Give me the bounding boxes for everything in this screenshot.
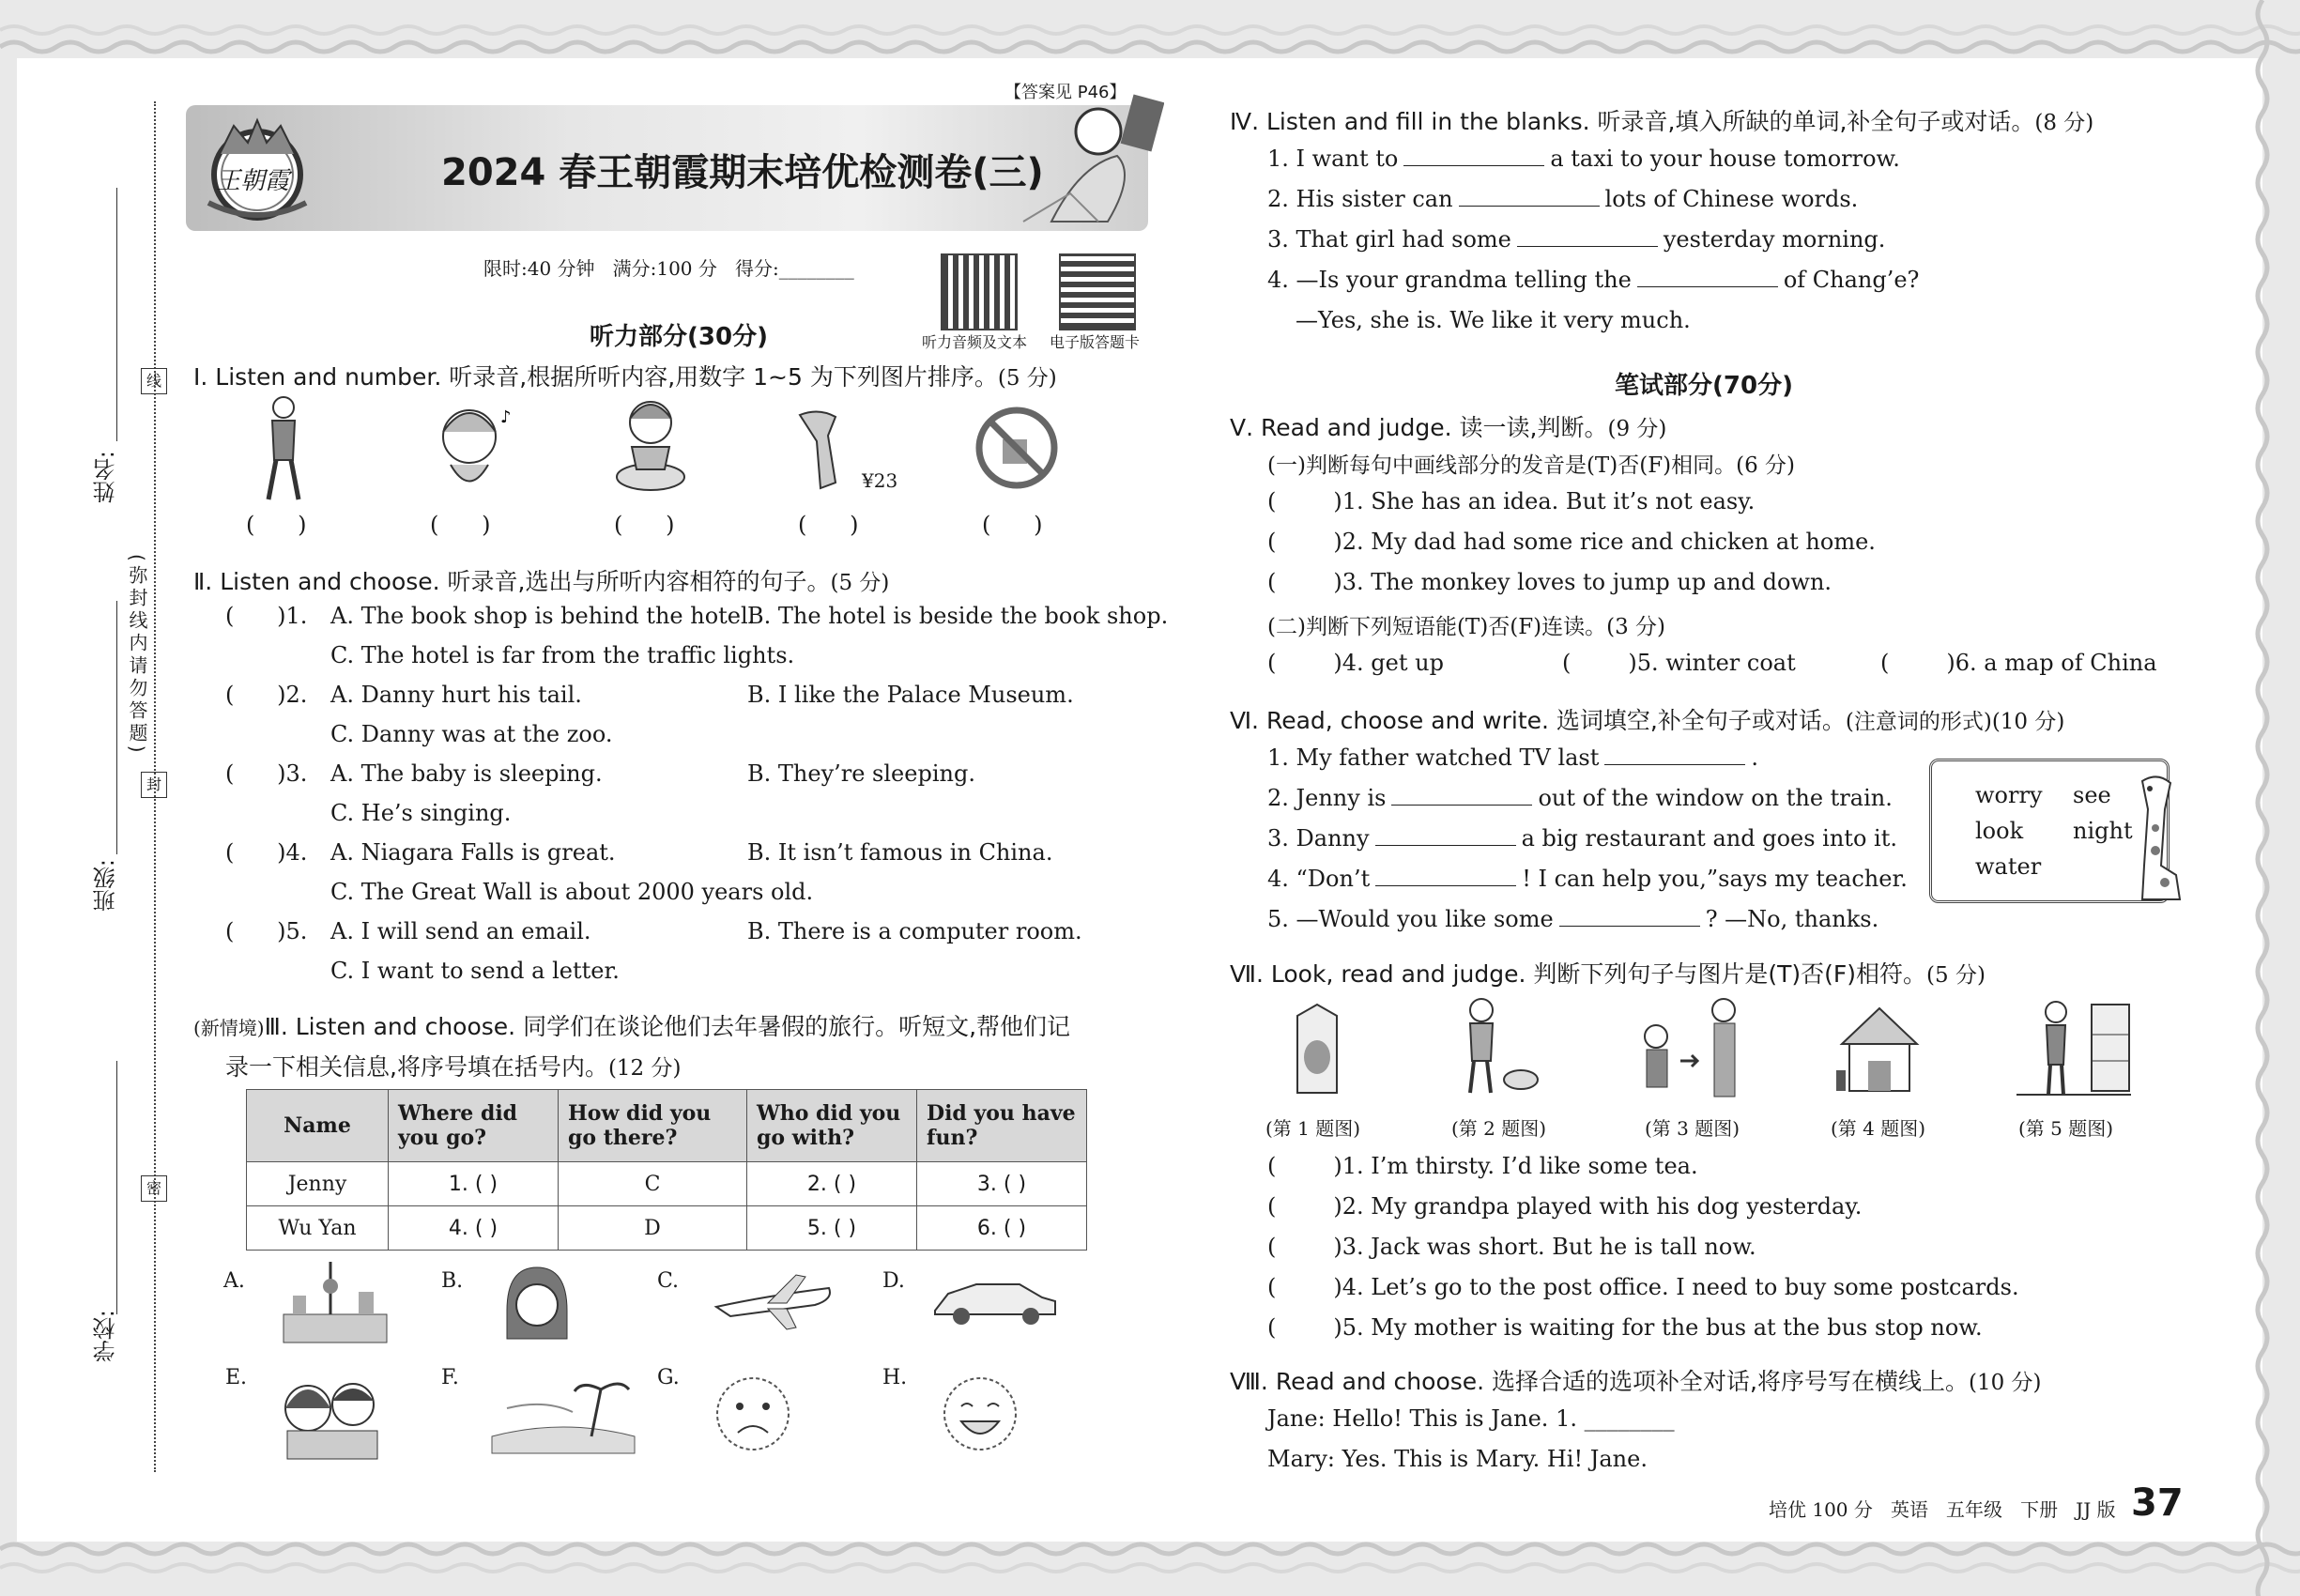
s7-caption-5: (第 5 题图) (2018, 1117, 2114, 1140)
word-bank-word: see (2073, 782, 2111, 808)
answer-reference: 【答案见 P46】 (1004, 83, 1127, 102)
section-5-item-3[interactable]: ( )3. The monkey loves to jump up and down. (1267, 569, 1832, 595)
s7-judge-item[interactable]: ( )1. I’m thirsty. I’d like some tea. (1267, 1153, 1698, 1179)
s2-item-number[interactable]: ( )1. (225, 603, 308, 629)
picture-friends (274, 1376, 387, 1461)
section-3-title-line2: 录一下相关信息,将序号填在括号内。(12 分) (225, 1053, 682, 1081)
s7-caption-1: (第 1 题图) (1265, 1117, 1361, 1140)
sad-face-icon (712, 1373, 794, 1455)
seal-box-seal: 封 (141, 772, 167, 798)
section-4-title: Ⅳ. Listen and fill in the blanks. 听录音,填入所缺的单词,补全句子或对话。(8 分) (1230, 108, 2094, 135)
mascot-illustration (995, 90, 1164, 231)
s7-caption-2: (第 2 题图) (1451, 1117, 1547, 1140)
option-label-b: B. (441, 1269, 464, 1293)
s4-fill-item (1267, 185, 1858, 212)
picture-bus-stop (2013, 999, 2135, 1098)
exam-meta: 限时:40 分钟 满分:100 分 得分:________ (483, 257, 854, 280)
s6-fill-item (1267, 865, 1908, 892)
section-1-title: Ⅰ. Listen and number. 听录音,根据所听内容,用数字 1~5 为下列图片排序。(5 分) (193, 363, 1057, 391)
s6-fill-item (1267, 824, 1897, 852)
s6-text-before: 3. Danny (1267, 825, 1370, 852)
class-underline (116, 601, 117, 854)
s6-text-before: 4. “Don’t (1267, 866, 1371, 892)
table-header-where: Where did you go? (389, 1090, 559, 1162)
section-2-title: Ⅱ. Listen and choose. 听录音,选出与所听内容相符的句子。(5 分) (193, 568, 890, 595)
s6-text-after: . (1751, 744, 1759, 771)
s4-text-before: 2. His sister can (1267, 186, 1453, 212)
s4-text-after: lots of Chinese words. (1604, 186, 1859, 212)
s2-option-b: B. They’re sleeping. (747, 760, 975, 787)
section-3-title: (新情境)Ⅲ. Listen and choose. 同学们在谈论他们去年暑假的旅行。听短文,帮他们记 (193, 1013, 1071, 1040)
word-bank-word: worry (1975, 782, 2043, 808)
writing-section-title: 笔试部分(70分) (1615, 372, 1793, 400)
s6-text-before: 2. Jenny is (1267, 785, 1387, 811)
s4-text-after: yesterday morning. (1663, 226, 1886, 253)
table-cell-answer[interactable]: 5. ( ) (747, 1206, 917, 1251)
picture-post-office (1832, 1001, 1926, 1098)
giraffe-illustration (2124, 772, 2193, 903)
qr1-caption: 听力音频及文本 (922, 333, 1028, 351)
section-5-sub1: (一)判断每句中画线部分的发音是(T)否(F)相同。(6 分) (1267, 453, 1796, 478)
s2-item-number[interactable]: ( )5. (225, 918, 308, 944)
s6-text-before: 5. —Would you like some (1267, 906, 1554, 932)
table-row (247, 1206, 1087, 1251)
s6-blank-input[interactable] (1375, 824, 1516, 846)
table-cell-answer[interactable]: 6. ( ) (917, 1206, 1087, 1251)
s2-item-number[interactable]: ( )2. (225, 682, 308, 708)
picture-no-drinking-sign (974, 406, 1059, 490)
s4-blank-input[interactable] (1517, 225, 1658, 247)
picture-grandpa-dog (1453, 995, 1547, 1098)
s7-caption-4: (第 4 题图) (1831, 1117, 1926, 1140)
s6-blank-input[interactable] (1391, 784, 1532, 806)
table-cell: C (559, 1162, 747, 1206)
s4-fill-item (1267, 266, 1919, 293)
table-cell-answer[interactable]: 3. ( ) (917, 1162, 1087, 1206)
section-5-title: Ⅴ. Read and judge. 读一读,判断。(9 分) (1230, 414, 1667, 441)
option-label-a: A. (223, 1269, 245, 1293)
page-title: 2024 春王朝霞期末培优检测卷(三) (441, 151, 1044, 194)
option-label-f: F. (441, 1366, 459, 1389)
scarf-price: ¥23 (862, 469, 898, 492)
s2-option-a: A. Niagara Falls is great. (330, 839, 616, 866)
s2-option-a: A. The book shop is behind the hotel. (330, 603, 756, 629)
s2-option-a: A. The baby is sleeping. (330, 760, 603, 787)
s2-option-b: B. It isn’t famous in China. (747, 839, 1053, 866)
logo-text: 王朝霞 (216, 167, 290, 195)
s6-blank-input[interactable] (1559, 905, 1700, 927)
picture-jack-growing (1635, 995, 1748, 1100)
class-label: 班级: (93, 859, 119, 913)
s4-text-after: of Chang’e? (1783, 267, 1920, 293)
section-4-reply: —Yes, she is. We like it very much. (1296, 307, 1691, 333)
s4-text-after: a taxi to your house tomorrow. (1550, 146, 1900, 172)
picture-boy-walking (255, 394, 312, 505)
table-header-fun: Did you have fun? (917, 1090, 1087, 1162)
s2-option-c: C. The Great Wall is about 2000 years old. (330, 879, 814, 905)
s4-text-before: 4. —Is your grandma telling the (1267, 267, 1632, 293)
s4-fill-item (1267, 225, 1885, 253)
wavy-border-bottom (0, 1530, 2300, 1596)
picture-plane (712, 1267, 834, 1333)
section-8-title: Ⅷ. Read and choose. 选择合适的选项补全对话,将序号写在横线上。(10 分) (1230, 1368, 2042, 1395)
s6-fill-item (1267, 744, 1758, 771)
section-8-line-2: Mary: Yes. This is Mary. Hi! Jane. (1267, 1446, 1648, 1472)
table-cell-answer[interactable]: 2. ( ) (747, 1162, 917, 1206)
s4-text-before: 1. I want to (1267, 146, 1399, 172)
table-cell-answer[interactable]: 1. ( ) (389, 1162, 559, 1206)
s2-item-number[interactable]: ( )4. (225, 839, 308, 866)
s7-judge-item[interactable]: ( )4. Let’s go to the post office. I need to buy some postcards. (1267, 1274, 2019, 1300)
s6-text-before: 1. My father watched TV last (1267, 744, 1600, 771)
section-7-title: Ⅶ. Look, read and judge. 判断下列句子与图片是(T)否(F)相符。(5 分) (1230, 960, 1986, 988)
s4-blank-input[interactable] (1459, 185, 1600, 207)
section-5-item-1[interactable]: ( )1. She has an idea. But it’s not easy. (1267, 488, 1756, 514)
qr-code-answer[interactable] (1061, 255, 1134, 329)
s4-text-before: 3. That girl had some (1267, 226, 1511, 253)
word-bank-word: water (1975, 853, 2042, 880)
section-6-title: Ⅵ. Read, choose and write. 选词填空,补全句子或对话。(注意词的形式)(10 分) (1230, 707, 2065, 734)
s4-blank-input[interactable] (1637, 266, 1778, 287)
s6-blank-input[interactable] (1375, 865, 1516, 886)
s7-caption-3: (第 3 题图) (1645, 1117, 1740, 1140)
section-5-item-2[interactable]: ( )2. My dad had some rice and chicken at home. (1267, 529, 1876, 555)
s7-judge-item[interactable]: ( )5. My mother is waiting for the bus at the bus stop now. (1267, 1314, 1983, 1341)
picture-mother (499, 1264, 575, 1348)
seal-box-secret: 密 (141, 1175, 167, 1202)
picture-drink-carton (1292, 1003, 1342, 1097)
section-5-sub2: (二)判断下列短语能(T)否(F)连读。(3 分) (1267, 615, 1666, 639)
s1-paren-4[interactable]: ( ) (798, 512, 859, 538)
wavy-border-top (0, 0, 2300, 66)
table-row (247, 1162, 1087, 1206)
picture-city-skyline (274, 1258, 396, 1352)
option-label-e: E. (225, 1366, 248, 1389)
s1-paren-3[interactable]: ( ) (614, 512, 675, 538)
svg-text:♪: ♪ (500, 407, 512, 427)
table-header-how: How did you go there? (559, 1090, 747, 1162)
picture-girl-singing (427, 394, 521, 498)
s2-option-b: B. I like the Palace Museum. (747, 682, 1074, 708)
s2-option-a: A. Danny hurt his tail. (330, 682, 582, 708)
s1-paren-5[interactable]: ( ) (982, 512, 1043, 538)
word-bank-word: look (1975, 818, 2024, 844)
s7-judge-item[interactable]: ( )2. My grandpa played with his dog yesterday. (1267, 1193, 1863, 1220)
picture-scarf (790, 407, 847, 494)
s2-option-b: B. There is a computer room. (747, 918, 1082, 944)
s6-text-after: ! I can help you,”says my teacher. (1522, 866, 1908, 892)
picture-car (929, 1273, 1061, 1329)
section-8-line-1[interactable]: Jane: Hello! This is Jane. 1. ________ (1267, 1405, 1675, 1432)
s6-text-after: a big restaurant and goes into it. (1521, 825, 1897, 852)
qr-code-audio[interactable] (943, 255, 1016, 329)
s7-judge-item[interactable]: ( )3. Jack was short. But he is tall now. (1267, 1234, 1756, 1260)
wavy-border-right (2244, 0, 2281, 1596)
s4-fill-item (1267, 145, 1900, 172)
s2-item-number[interactable]: ( )3. (225, 760, 308, 787)
s2-option-c: C. I want to send a letter. (330, 958, 620, 984)
name-label: 姓名: (93, 451, 119, 504)
s6-fill-item (1267, 905, 1878, 932)
s4-blank-input[interactable] (1403, 145, 1544, 166)
listening-section-title: 听力部分(30分) (590, 323, 768, 351)
option-label-h: H. (882, 1366, 908, 1389)
happy-face-icon (939, 1373, 1021, 1455)
s2-option-b: B. The hotel is beside the book shop. (747, 603, 1169, 629)
s2-option-c: C. Danny was at the zoo. (330, 721, 613, 747)
option-label-d: D. (882, 1269, 905, 1293)
s2-option-c: C. He’s singing. (330, 800, 512, 826)
s6-fill-item (1267, 784, 1893, 811)
s2-option-c: C. The hotel is far from the traffic lights. (330, 642, 795, 668)
s6-text-after: ? —No, thanks. (1705, 906, 1879, 932)
table-cell: Wu Yan (247, 1206, 389, 1251)
table-cell-answer[interactable]: 4. ( ) (389, 1206, 559, 1251)
table-cell: D (559, 1206, 747, 1251)
option-label-g: G. (657, 1366, 680, 1389)
picture-beach (488, 1371, 638, 1455)
section-5-item-4[interactable]: ( )4. get up (1267, 650, 1444, 676)
s2-option-a: A. I will send an email. (330, 918, 591, 944)
seal-note: (弥封线内请勿答题) (126, 554, 148, 757)
s1-paren-2[interactable]: ( ) (430, 512, 491, 538)
word-bank-word: night (2073, 818, 2133, 844)
footer-info: 培优 100 分 英语 五年级 下册 JJ 版 (1769, 1498, 2116, 1521)
name-underline (116, 188, 117, 441)
s6-blank-input[interactable] (1604, 744, 1745, 765)
section-5-item-5[interactable]: ( )5. winter coat (1562, 650, 1796, 676)
qr2-caption: 电子版答题卡 (1050, 333, 1141, 351)
picture-girl-washing (608, 394, 693, 498)
s6-text-after: out of the window on the train. (1538, 785, 1893, 811)
seal-box-line: 线 (141, 368, 167, 394)
page-number: 37 (2131, 1481, 2184, 1525)
section-5-item-6[interactable]: ( )6. a map of China (1880, 650, 2157, 676)
school-underline (116, 1061, 117, 1314)
table-header-name: Name (247, 1090, 389, 1162)
table-cell: Jenny (247, 1162, 389, 1206)
section-3-table (246, 1089, 1087, 1251)
table-header-who: Who did you go with? (747, 1090, 917, 1162)
school-label: 学校: (93, 1310, 119, 1363)
s1-paren-1[interactable]: ( ) (246, 512, 307, 538)
option-label-c: C. (657, 1269, 680, 1293)
